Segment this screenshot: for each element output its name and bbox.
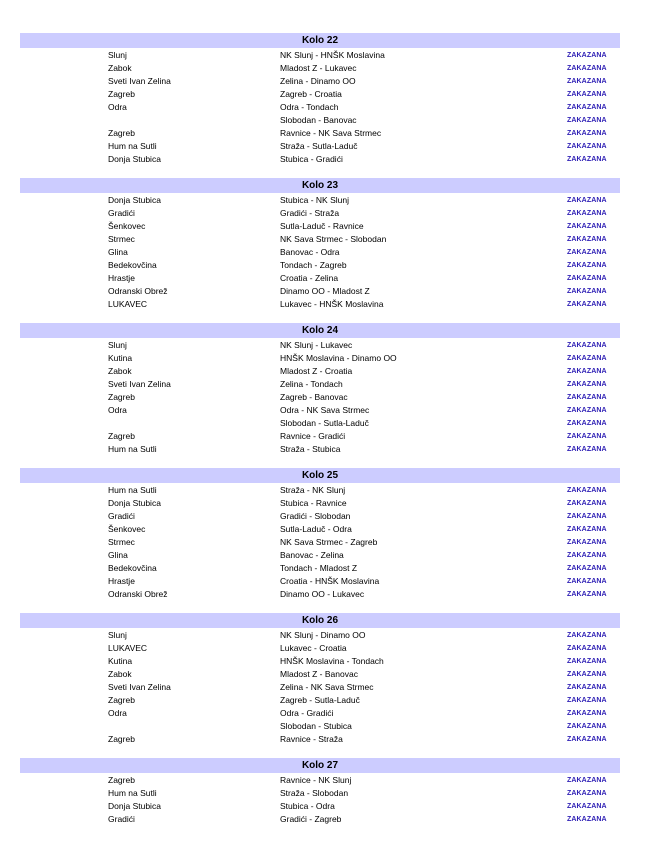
match-status: ZAKAZANA [567, 513, 607, 520]
match-status: ZAKAZANA [567, 552, 607, 559]
match-row [20, 536, 620, 549]
match-teams: Croatia - HNŠK Moslavina [280, 576, 380, 586]
match-teams: Ravnice - NK Slunj [280, 775, 352, 785]
match-teams: Zagreb - Croatia [280, 89, 342, 99]
match-status: ZAKAZANA [567, 671, 607, 678]
match-teams: Odra - NK Sava Strmec [280, 405, 370, 415]
match-teams: Sutla-Laduč - Ravnice [280, 221, 364, 231]
match-row [20, 575, 620, 588]
match-row [20, 549, 620, 562]
match-row [20, 62, 620, 75]
match-location: Bedekovčina [108, 260, 157, 270]
match-status: ZAKAZANA [567, 407, 607, 414]
round-section [20, 178, 620, 311]
match-row [20, 497, 620, 510]
match-status: ZAKAZANA [567, 262, 607, 269]
match-teams: Zelina - Dinamo OO [280, 76, 356, 86]
match-location: Gradići [108, 814, 135, 824]
match-row [20, 207, 620, 220]
match-status: ZAKAZANA [567, 433, 607, 440]
match-row [20, 642, 620, 655]
match-location: Odra [108, 405, 127, 415]
match-row [20, 259, 620, 272]
round-section [20, 613, 620, 746]
match-teams: NK Sava Strmec - Zagreb [280, 537, 378, 547]
match-teams: Zelina - NK Sava Strmec [280, 682, 374, 692]
match-status: ZAKAZANA [567, 65, 607, 72]
match-teams: Croatia - Zelina [280, 273, 339, 283]
round-body [20, 484, 620, 601]
match-teams: Zagreb - Banovac [280, 392, 348, 402]
match-location: Hum na Sutli [108, 444, 157, 454]
match-status: ZAKAZANA [567, 301, 607, 308]
match-row [20, 285, 620, 298]
match-location: Zagreb [108, 695, 135, 705]
match-row [20, 523, 620, 536]
match-location: Šenkovec [108, 524, 146, 534]
match-location: Sveti Ivan Zelina [108, 379, 171, 389]
match-teams: Sutla-Laduč - Odra [280, 524, 352, 534]
match-location: Zagreb [108, 431, 135, 441]
match-teams: Zagreb - Sutla-Laduč [280, 695, 360, 705]
match-row [20, 733, 620, 746]
match-teams: Odra - Gradići [280, 708, 334, 718]
match-status: ZAKAZANA [567, 526, 607, 533]
match-status: ZAKAZANA [567, 736, 607, 743]
match-status: ZAKAZANA [567, 803, 607, 810]
round-header: Kolo 24 [20, 323, 620, 338]
match-location: Zabok [108, 669, 132, 679]
round-section [20, 323, 620, 456]
match-teams: Odra - Tondach [280, 102, 339, 112]
match-location: Glina [108, 247, 128, 257]
match-teams: Dinamo OO - Mladost Z [280, 286, 370, 296]
match-row [20, 194, 620, 207]
match-status: ZAKAZANA [567, 156, 607, 163]
match-row [20, 378, 620, 391]
match-status: ZAKAZANA [567, 710, 607, 717]
match-teams: Stubica - Ravnice [280, 498, 347, 508]
match-status: ZAKAZANA [567, 539, 607, 546]
match-status: ZAKAZANA [567, 275, 607, 282]
match-row [20, 233, 620, 246]
match-row [20, 430, 620, 443]
match-row [20, 813, 620, 826]
match-teams: NK Slunj - Dinamo OO [280, 630, 366, 640]
match-status: ZAKAZANA [567, 591, 607, 598]
match-row [20, 668, 620, 681]
match-teams: Straža - Slobodan [280, 788, 349, 798]
match-row [20, 339, 620, 352]
match-location: Donja Stubica [108, 195, 161, 205]
match-location: Slunj [108, 50, 127, 60]
match-location: Hum na Sutli [108, 141, 157, 151]
match-status: ZAKAZANA [567, 632, 607, 639]
match-teams: Gradići - Straža [280, 208, 340, 218]
match-status: ZAKAZANA [567, 697, 607, 704]
match-teams: Mladost Z - Croatia [280, 366, 353, 376]
match-row [20, 75, 620, 88]
match-status: ZAKAZANA [567, 223, 607, 230]
match-teams: NK Slunj - Lukavec [280, 340, 353, 350]
match-status: ZAKAZANA [567, 249, 607, 256]
round-header: Kolo 25 [20, 468, 620, 483]
match-location: Zagreb [108, 89, 135, 99]
match-location: Strmec [108, 537, 135, 547]
match-teams: Straža - NK Slunj [280, 485, 346, 495]
match-status: ZAKAZANA [567, 368, 607, 375]
match-row [20, 787, 620, 800]
match-row [20, 88, 620, 101]
match-location: Strmec [108, 234, 135, 244]
match-status: ZAKAZANA [567, 104, 607, 111]
match-location: Bedekovčina [108, 563, 157, 573]
round-body [20, 774, 620, 826]
match-status: ZAKAZANA [567, 210, 607, 217]
match-location: Zagreb [108, 734, 135, 744]
match-location: Glina [108, 550, 128, 560]
match-teams: Gradići - Zagreb [280, 814, 342, 824]
match-row [20, 562, 620, 575]
match-location: Sveti Ivan Zelina [108, 682, 171, 692]
match-location: Donja Stubica [108, 801, 161, 811]
match-row [20, 774, 620, 787]
match-status: ZAKAZANA [567, 790, 607, 797]
match-location: Zagreb [108, 128, 135, 138]
match-teams: Stubica - NK Slunj [280, 195, 349, 205]
match-row [20, 114, 620, 127]
match-status: ZAKAZANA [567, 500, 607, 507]
match-status: ZAKAZANA [567, 78, 607, 85]
match-teams: Straža - Sutla-Laduč [280, 141, 358, 151]
match-teams: Ravnice - Straža [280, 734, 343, 744]
match-teams: Slobodan - Banovac [280, 115, 357, 125]
match-row [20, 681, 620, 694]
round-header: Kolo 27 [20, 758, 620, 773]
match-teams: Dinamo OO - Lukavec [280, 589, 365, 599]
match-teams: Straža - Stubica [280, 444, 341, 454]
match-location: Kutina [108, 656, 133, 666]
match-teams: NK Sava Strmec - Slobodan [280, 234, 387, 244]
match-teams: Stubica - Gradići [280, 154, 343, 164]
round-body [20, 194, 620, 311]
match-row [20, 49, 620, 62]
match-status: ZAKAZANA [567, 197, 607, 204]
match-row [20, 298, 620, 311]
round-section [20, 33, 620, 166]
match-status: ZAKAZANA [567, 394, 607, 401]
match-location: Odranski Obrež [108, 286, 168, 296]
match-status: ZAKAZANA [567, 236, 607, 243]
match-row [20, 510, 620, 523]
match-teams: Gradići - Slobodan [280, 511, 351, 521]
match-row [20, 246, 620, 259]
match-status: ZAKAZANA [567, 565, 607, 572]
match-status: ZAKAZANA [567, 645, 607, 652]
match-row [20, 694, 620, 707]
match-location: Kutina [108, 353, 133, 363]
match-status: ZAKAZANA [567, 381, 607, 388]
match-location: Šenkovec [108, 221, 146, 231]
match-location: Zabok [108, 366, 132, 376]
match-location: Slunj [108, 340, 127, 350]
match-status: ZAKAZANA [567, 816, 607, 823]
match-status: ZAKAZANA [567, 777, 607, 784]
match-location: Donja Stubica [108, 498, 161, 508]
match-status: ZAKAZANA [567, 487, 607, 494]
match-location: Gradići [108, 208, 135, 218]
match-row [20, 272, 620, 285]
match-row [20, 629, 620, 642]
match-location: Slunj [108, 630, 127, 640]
match-row [20, 417, 620, 430]
match-location: Hum na Sutli [108, 788, 157, 798]
match-location: Odra [108, 708, 127, 718]
match-row [20, 153, 620, 166]
match-teams: Tondach - Mladost Z [280, 563, 358, 573]
round-section [20, 758, 620, 826]
match-status: ZAKAZANA [567, 143, 607, 150]
match-location: LUKAVEC [108, 643, 148, 653]
match-teams: Banovac - Odra [280, 247, 340, 257]
match-location: Hrastje [108, 576, 135, 586]
match-status: ZAKAZANA [567, 684, 607, 691]
match-location: Donja Stubica [108, 154, 161, 164]
match-teams: Ravnice - NK Sava Strmec [280, 128, 382, 138]
match-teams: Ravnice - Gradići [280, 431, 346, 441]
round-header: Kolo 26 [20, 613, 620, 628]
match-location: Odranski Obrež [108, 589, 168, 599]
match-teams: Zelina - Tondach [280, 379, 343, 389]
match-teams: HNŠK Moslavina - Tondach [280, 656, 384, 666]
match-row [20, 720, 620, 733]
match-row [20, 391, 620, 404]
match-row [20, 365, 620, 378]
match-status: ZAKAZANA [567, 342, 607, 349]
round-body [20, 49, 620, 166]
match-status: ZAKAZANA [567, 288, 607, 295]
match-teams: Slobodan - Sutla-Laduč [280, 418, 369, 428]
match-location: Zagreb [108, 392, 135, 402]
match-location: Zabok [108, 63, 132, 73]
match-status: ZAKAZANA [567, 52, 607, 59]
match-location: Zagreb [108, 775, 135, 785]
match-row [20, 800, 620, 813]
match-status: ZAKAZANA [567, 355, 607, 362]
round-section [20, 468, 620, 601]
fixtures-sheet [20, 33, 620, 838]
match-location: LUKAVEC [108, 299, 148, 309]
round-header: Kolo 23 [20, 178, 620, 193]
match-teams: Tondach - Zagreb [280, 260, 347, 270]
match-teams: Stubica - Odra [280, 801, 335, 811]
round-header: Kolo 22 [20, 33, 620, 48]
match-teams: NK Slunj - HNŠK Moslavina [280, 50, 385, 60]
match-status: ZAKAZANA [567, 578, 607, 585]
match-row [20, 404, 620, 417]
match-status: ZAKAZANA [567, 91, 607, 98]
match-status: ZAKAZANA [567, 117, 607, 124]
match-row [20, 484, 620, 497]
match-row [20, 140, 620, 153]
match-row [20, 655, 620, 668]
match-row [20, 127, 620, 140]
match-location: Gradići [108, 511, 135, 521]
match-teams: Lukavec - HNŠK Moslavina [280, 299, 384, 309]
match-row [20, 588, 620, 601]
match-status: ZAKAZANA [567, 658, 607, 665]
match-location: Odra [108, 102, 127, 112]
match-location: Hrastje [108, 273, 135, 283]
match-teams: Mladost Z - Banovac [280, 669, 358, 679]
match-status: ZAKAZANA [567, 420, 607, 427]
match-teams: Slobodan - Stubica [280, 721, 352, 731]
match-status: ZAKAZANA [567, 446, 607, 453]
round-body [20, 339, 620, 456]
round-body [20, 629, 620, 746]
match-location: Hum na Sutli [108, 485, 157, 495]
match-location: Sveti Ivan Zelina [108, 76, 171, 86]
match-row [20, 707, 620, 720]
match-row [20, 101, 620, 114]
match-teams: Banovac - Zelina [280, 550, 344, 560]
match-teams: Lukavec - Croatia [280, 643, 347, 653]
match-teams: Mladost Z - Lukavec [280, 63, 357, 73]
match-status: ZAKAZANA [567, 723, 607, 730]
match-row [20, 443, 620, 456]
match-status: ZAKAZANA [567, 130, 607, 137]
match-teams: HNŠK Moslavina - Dinamo OO [280, 353, 397, 363]
match-row [20, 352, 620, 365]
match-row [20, 220, 620, 233]
